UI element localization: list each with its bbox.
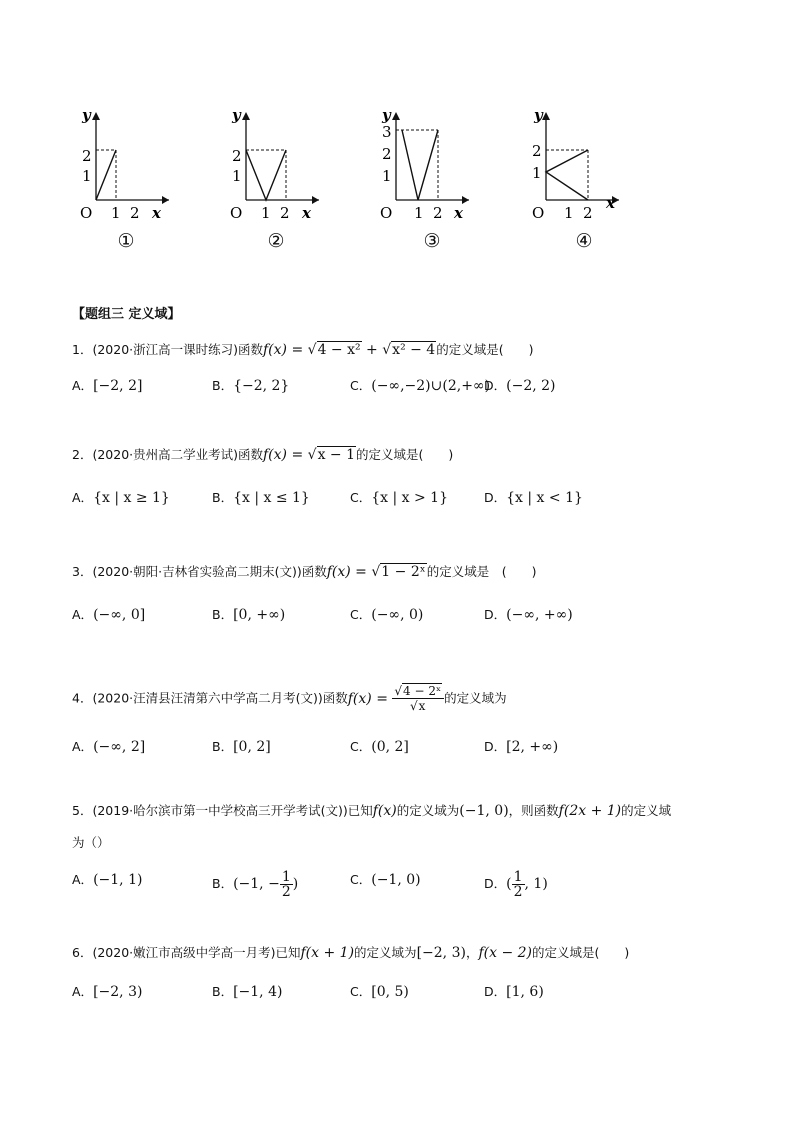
graph-4 xyxy=(524,100,654,260)
question-text: 的定义域为 xyxy=(354,945,417,960)
x-axis-label: x xyxy=(152,204,161,222)
question-source: (2020·嫩江市高级中学高一月考)已知 xyxy=(92,945,301,960)
question-source: (2020·浙江高一课时练习)函数 xyxy=(92,342,263,357)
x-axis-label: x xyxy=(606,194,615,212)
option-a[interactable]: A．(−1, 1) xyxy=(72,872,143,888)
option-a[interactable]: A．(−∞, 0] xyxy=(72,607,146,623)
function-expression: f(x) = √x − 1 xyxy=(263,447,355,463)
option-c[interactable]: C．(0, 2] xyxy=(350,739,409,755)
option-d[interactable]: D．( $\frac{1}{2}$ , 1) xyxy=(484,869,548,900)
question-number: 4． xyxy=(72,690,93,706)
option-b[interactable]: B．{x | x ≤ 1} xyxy=(212,490,310,506)
question-source: (2020·朝阳·吉林省实验高二期末(文))函数 xyxy=(92,564,327,579)
x-tick-2: 2 xyxy=(583,204,593,222)
option-c[interactable]: C．(−∞, 0) xyxy=(350,607,424,623)
y-axis-label: y xyxy=(534,106,543,124)
question-text: ，则函数 xyxy=(508,803,559,818)
question-5 xyxy=(72,802,671,820)
radicand-a: 4 − x² xyxy=(317,342,361,358)
x-tick-2: 2 xyxy=(130,204,140,222)
fraction: $\frac{\text{√4 − 2ˣ}}{√x}$ xyxy=(392,684,444,713)
option-b[interactable]: B．(−1, − $\frac{1}{2}$ ) xyxy=(212,869,299,900)
question-2 xyxy=(72,446,453,464)
x-tick-1: 1 xyxy=(414,204,424,222)
graphs-row xyxy=(0,0,794,270)
function-expression: f(x) = √4 − x² + √x² − 4 xyxy=(263,342,436,358)
graph-3 xyxy=(374,100,504,260)
domain-interval: [−2, 3) xyxy=(416,945,466,961)
question-number: 1． xyxy=(72,342,93,357)
function-f2: f(x − 2) xyxy=(478,945,532,961)
option-d[interactable]: D．[2, +∞) xyxy=(484,739,559,755)
radicand: x − 1 xyxy=(317,447,355,463)
question-1 xyxy=(72,341,533,359)
y-axis-label: y xyxy=(82,106,91,124)
graph-4-label: ④ xyxy=(575,230,593,252)
question-tail: 的定义域为 xyxy=(444,690,507,706)
y-tick-2: 2 xyxy=(532,142,542,160)
denominator: x xyxy=(418,699,426,713)
option-c[interactable]: C．(−∞,−2)∪(2,+∞) xyxy=(350,378,491,394)
function-f2: f(2x + 1) xyxy=(558,803,622,819)
y-axis-label: y xyxy=(232,106,241,124)
x-axis-label: x xyxy=(302,204,311,222)
question-source: (2020·贵州高二学业考试)函数 xyxy=(92,447,263,462)
x-tick-1: 1 xyxy=(564,204,574,222)
question-number: 6． xyxy=(72,945,93,960)
option-a[interactable]: A．[−2, 2] xyxy=(72,378,143,394)
y-tick-2: 2 xyxy=(82,147,92,165)
question-text: 的定义域 xyxy=(621,803,672,818)
option-d[interactable]: D．(−∞, +∞) xyxy=(484,607,573,623)
x-tick-1: 1 xyxy=(111,204,121,222)
fraction: $\frac{1}{2}$ xyxy=(281,869,291,900)
radicand: 1 − 2ˣ xyxy=(381,564,426,580)
fraction: $\frac{1}{2}$ xyxy=(513,869,523,900)
question-number: 3． xyxy=(72,564,93,579)
question-text: 的定义域为 xyxy=(396,803,460,818)
question-text: ， xyxy=(465,945,479,960)
function-fx: f(x) xyxy=(372,803,397,819)
question-text: 为（） xyxy=(72,835,110,850)
option-a[interactable]: A．(−∞, 2] xyxy=(72,739,146,755)
question-source: (2019·哈尔滨市第一中学校高三开学考试(文))已知 xyxy=(92,803,373,818)
origin-label: O xyxy=(380,204,393,222)
section-title: 【题组三 定义域】 xyxy=(72,307,181,322)
graph-2-label: ② xyxy=(267,230,285,252)
question-source: (2020·汪清县汪清第六中学高二月考(文))函数 xyxy=(92,690,348,706)
question-6 xyxy=(72,944,629,962)
question-4 xyxy=(72,684,507,713)
question-3 xyxy=(72,563,536,581)
domain-interval: (−1, 0) xyxy=(459,803,509,819)
option-c[interactable]: C．[0, 5) xyxy=(350,984,409,1000)
option-b[interactable]: B．[−1, 4) xyxy=(212,984,283,1000)
question-number: 5． xyxy=(72,803,93,818)
question-tail: 的定义域是( ) xyxy=(356,447,454,462)
x-axis-label: x xyxy=(454,204,463,222)
option-d[interactable]: D．(−2, 2) xyxy=(484,378,556,394)
x-tick-2: 2 xyxy=(433,204,443,222)
y-tick-2: 2 xyxy=(382,145,392,163)
graph-1-label: ① xyxy=(117,230,135,252)
function-f1: f(x + 1) xyxy=(300,945,355,961)
option-b[interactable]: B．[0, +∞) xyxy=(212,607,286,623)
option-c[interactable]: C．(−1, 0) xyxy=(350,872,421,888)
origin-label: O xyxy=(230,204,243,222)
question-tail: 的定义域是 ( ) xyxy=(426,564,537,579)
question-tail: 的定义域是( ) xyxy=(436,342,534,357)
y-tick-1: 1 xyxy=(232,167,242,185)
option-d[interactable]: D．{x | x < 1} xyxy=(484,490,583,506)
function-expression: f(x) = √1 − 2ˣ xyxy=(326,564,426,580)
x-tick-1: 1 xyxy=(261,204,271,222)
option-b[interactable]: B．[0, 2] xyxy=(212,739,271,755)
option-d[interactable]: D．[1, 6) xyxy=(484,984,544,1000)
question-number: 2． xyxy=(72,447,93,462)
y-tick-1: 1 xyxy=(532,164,542,182)
y-tick-1: 1 xyxy=(382,167,392,185)
y-axis-label: y xyxy=(382,106,391,124)
function-expression: f(x) = $\frac{\text{√4 − 2ˣ}}{√x}$ xyxy=(348,691,444,707)
option-b[interactable]: B．{−2, 2} xyxy=(212,378,290,394)
y-tick-2: 2 xyxy=(232,147,242,165)
origin-label: O xyxy=(80,204,93,222)
option-a[interactable]: A．{x | x ≥ 1} xyxy=(72,490,170,506)
question-5-line-2 xyxy=(72,834,110,852)
radicand-b: x² − 4 xyxy=(392,342,436,358)
y-tick-3: 3 xyxy=(382,123,392,141)
origin-label: O xyxy=(532,204,545,222)
numerator: 4 − 2ˣ xyxy=(403,684,442,698)
graph-2 xyxy=(224,100,354,260)
graph-3-label: ③ xyxy=(423,230,441,252)
option-c[interactable]: C．{x | x > 1} xyxy=(350,490,448,506)
graph-1 xyxy=(74,100,204,260)
question-tail: 的定义域是( ) xyxy=(532,945,630,960)
x-tick-2: 2 xyxy=(280,204,290,222)
option-a[interactable]: A．[−2, 3) xyxy=(72,984,143,1000)
y-tick-1: 1 xyxy=(82,167,92,185)
